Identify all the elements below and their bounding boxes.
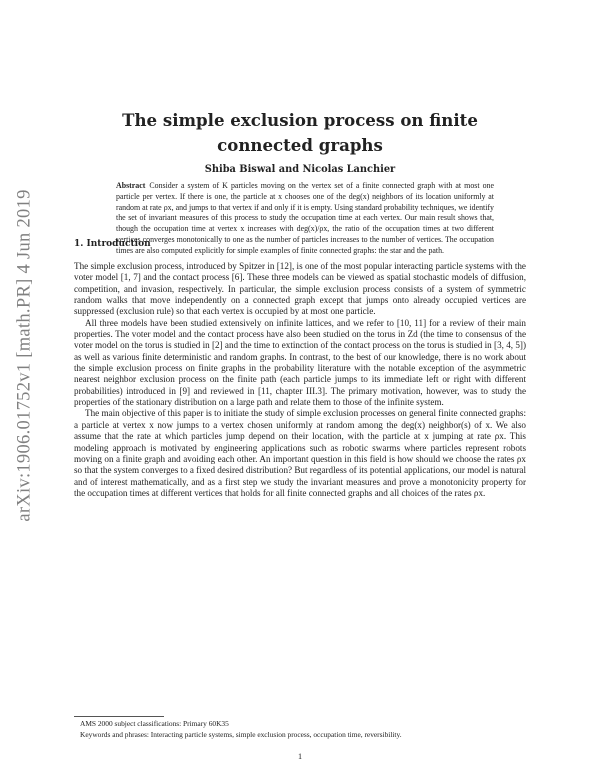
footnote-classification: AMS 2000 subject classifications: Primary 60K35 [80,719,229,728]
body-paragraph: All three models have been studied extensively on infinite lattices, and we refer to [10, 11] for a review of their main properties. The voter model and the contact process have also been studied on the torus in Zd (the time to consensus of the voter model on the torus is studied in [2] and the time to extinction of the contact process on the torus is studied in [3, 4, 5]) as well as various finite deterministic and random graphs. In contrast, to the best of our knowledge, there is no work about the simple exclusion process on finite graphs in the probability literature with the notable exception of the asymmetric nearest neighbor exclusion process on the finite path (each particle jumps to its immediate left or right with different probabilities) introduced in [9] and reviewed in [11, chapter III.3]. The primary motivation, however, was to study the properties of the stationary distribution on a large path and relate them to those of the infinite system. [74,317,526,408]
body-paragraph: The main objective of this paper is to initiate the study of simple exclusion processes on general finite connected graphs: a particle at vertex x now jumps to a vertex chosen uniformly at random among the deg(x) neighbor(s) of x. We also assume that the rate at which particles jump depend on their location, with the particle at x jumping at rate ρx. This modeling approach is motivated by engineering applications such as robotic swarms where particles represent robots moving on a finite graph and avoiding each other. An important question in this field is how should we choose the rates ρx so that the system converges to a fixed desired distribution? But regardless of its potential applications, our model is natural and of interest mathematically, and as a first step we study the invariant measures and prove a monotonicity property for the occupation times at different vertices that holds for all finite connected graphs and all choices of the rates ρx. [74,408,526,498]
arxiv-side-stamp [12,120,38,590]
introduction-body [74,261,526,499]
paper-title [60,108,540,158]
footnotes [80,719,526,740]
body-paragraph: The simple exclusion process, introduced by Spitzer in [12], is one of the most popular interacting particle systems with the voter model [1, 7] and the contact process [6]. These three models can be viewed as spatial stochastic models of diffusion, competition, and invasion, respectively. In particular, the simple exclusion process consists of a system of symmetric random walks that move independently on a connected graph except that jumps onto already occupied vertices are suppressed (exclusion rule) so that each vertex is occupied by at most one particle. [74,261,526,317]
title-line: The simple exclusion process on finite [122,110,478,130]
title-line: connected graphs [217,135,383,155]
abstract-text: Consider a system of K particles moving on the vertex set of a finite connected graph with at most one particle per vertex. If there is one, the particle at x chooses one of the deg(x) neighbors of its location uniformly at random at rate ρx, and jumps to that vertex if and only if it is empty. Using standard probability techniques, we identify the set of invariant measures of this process to study the occupation time at each vertex. Our main result shows that, though the occupation time at vertex x increases with deg(x)/ρx, the ratio of the occupation times at two different vertices converges monotonically to one as the number of particles increases to the number of vertices. The occupation times are also computed explicitly for simple examples of finite connected graphs: the star and the path. [116,181,494,255]
abstract [116,181,494,257]
arxiv-identifier: arXiv:1906.01752v1 [math.PR] 4 Jun 2019 [14,188,35,522]
footnote-keywords: Keywords and phrases: Interacting particle systems, simple exclusion process, occupation time, reversibility. [80,729,402,739]
footnote-rule [74,716,164,717]
paper-authors: Shiba Biswal and Nicolas Lanchier [204,164,396,175]
page-number: 1 [297,752,303,761]
section-heading: 1. Introduction [74,239,151,249]
abstract-label: Abstract [116,181,146,190]
